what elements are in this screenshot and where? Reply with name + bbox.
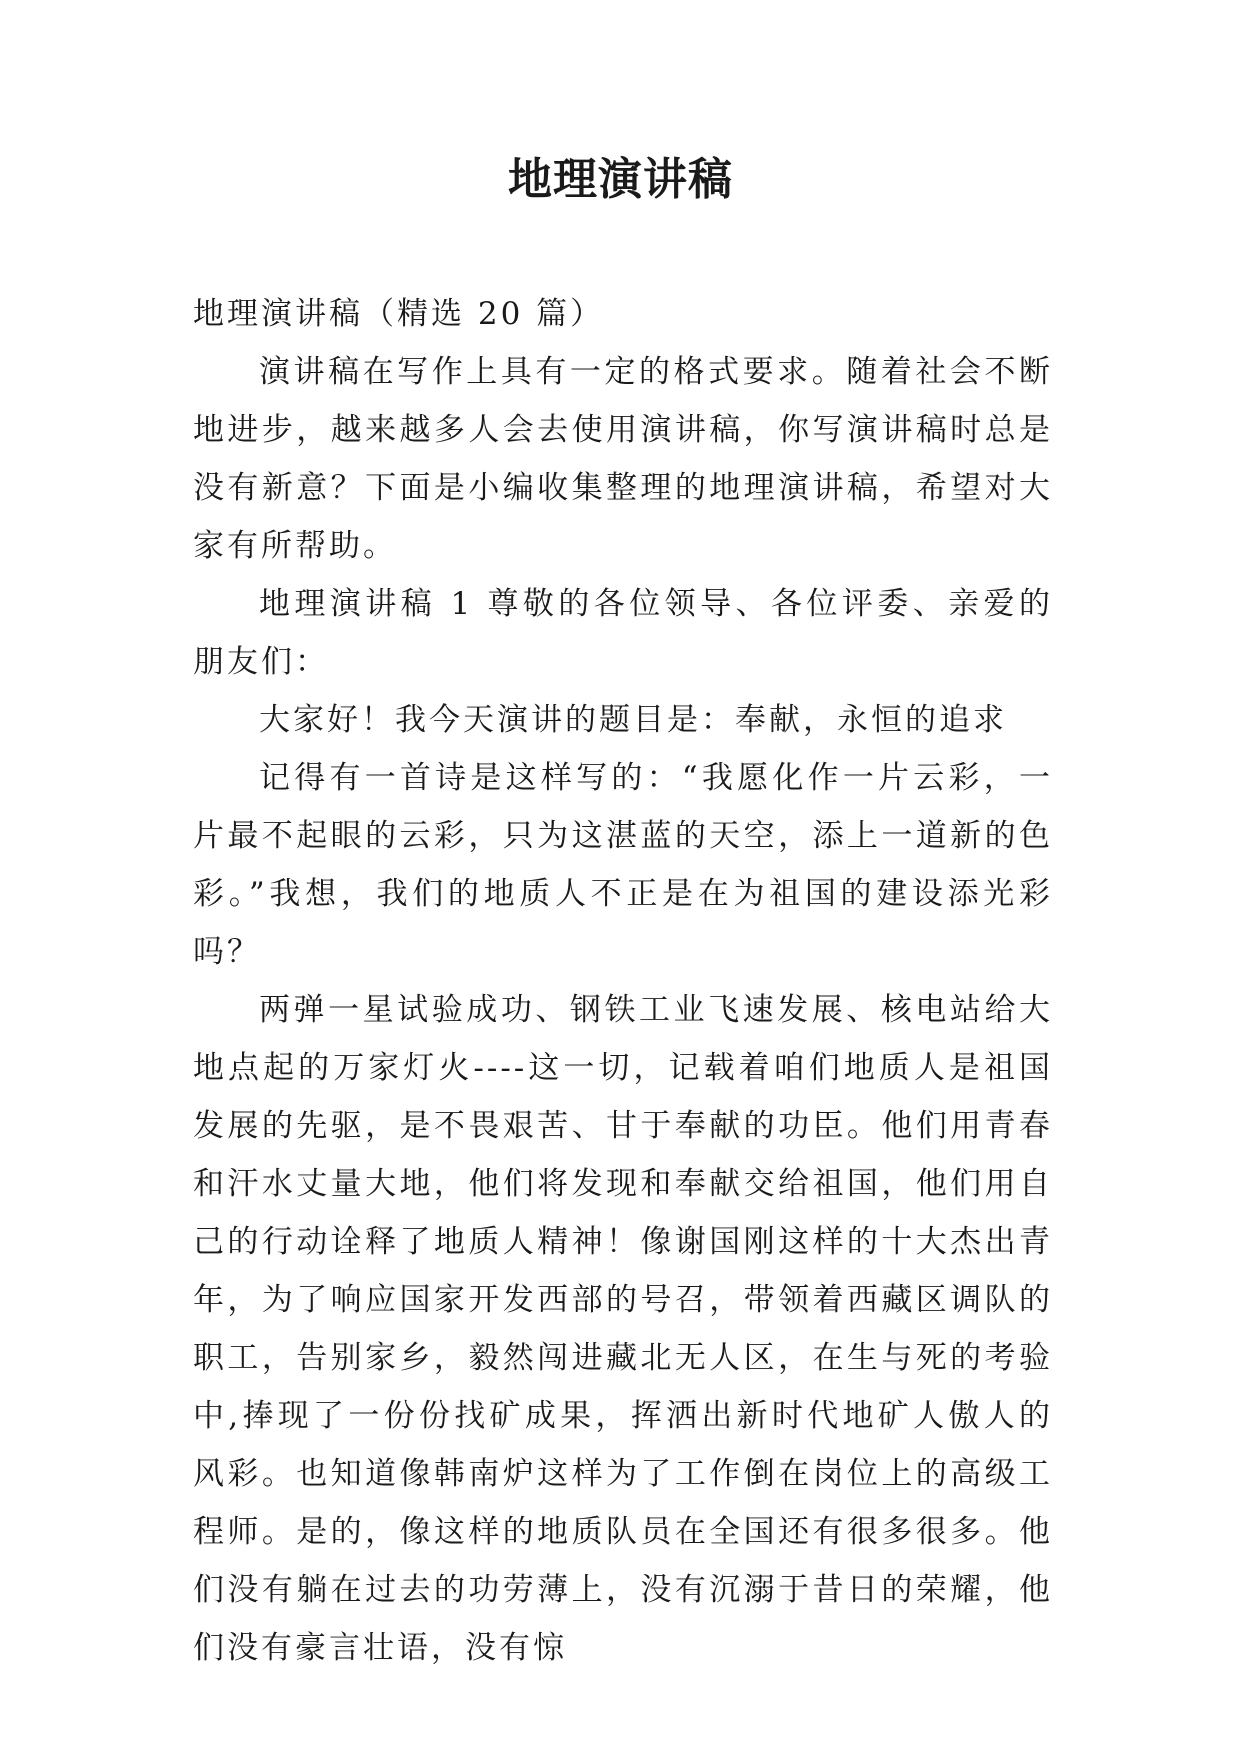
paragraph-intro: 演讲稿在写作上具有一定的格式要求。随着社会不断地进步，越来越多人会去使用演讲稿，你写演讲稿时总是没有新意？下面是小编收集整理的地理演讲稿，希望对大家有所帮助。 — [193, 354, 1053, 564]
document-title: 地理演讲稿 — [508, 154, 733, 205]
paragraph-greeting: 大家好！我今天演讲的题目是：奉献，永恒的追求 — [259, 702, 1007, 738]
document-body — [193, 285, 1053, 1677]
paragraph-body: 两弹一星试验成功、钢铁工业飞速发展、核电站给大地点起的万家灯火----这一切，记载着咱们地质人是祖国发展的先驱，是不畏艰苦、甘于奉献的功臣。他们用青春和汗水丈量大地，他们将发现和奉献交给祖国，他们用自己的行动诠释了地质人精神！像谢国刚这样的十大杰出青年，为了响应国家开发西部的号召，带领着西藏区调队的职工，告别家乡，毅然闯进藏北无人区，在生与死的考验中,捧现了一份份找矿成果，挥洒出新时代地矿人傲人的风彩。也知道像韩南炉这样为了工作倒在岗位上的高级工程师。是的，像这样的地质队员在全国还有很多很多。他们没有躺在过去的功劳薄上，没有沉溺于昔日的荣耀，他们没有豪言壮语，没有惊 — [193, 992, 1053, 1666]
document-subtitle: 地理演讲稿（精选 20 篇） — [193, 296, 605, 332]
paragraph-speech-heading: 地理演讲稿 1 尊敬的各位领导、各位评委、亲爱的朋友们： — [193, 586, 1053, 680]
paragraph-poem: 记得有一首诗是这样写的：“我愿化作一片云彩，一片最不起眼的云彩，只为这湛蓝的天空，添上一道新的色彩。”我想，我们的地质人不正是在为祖国的建设添光彩吗？ — [193, 760, 1053, 970]
